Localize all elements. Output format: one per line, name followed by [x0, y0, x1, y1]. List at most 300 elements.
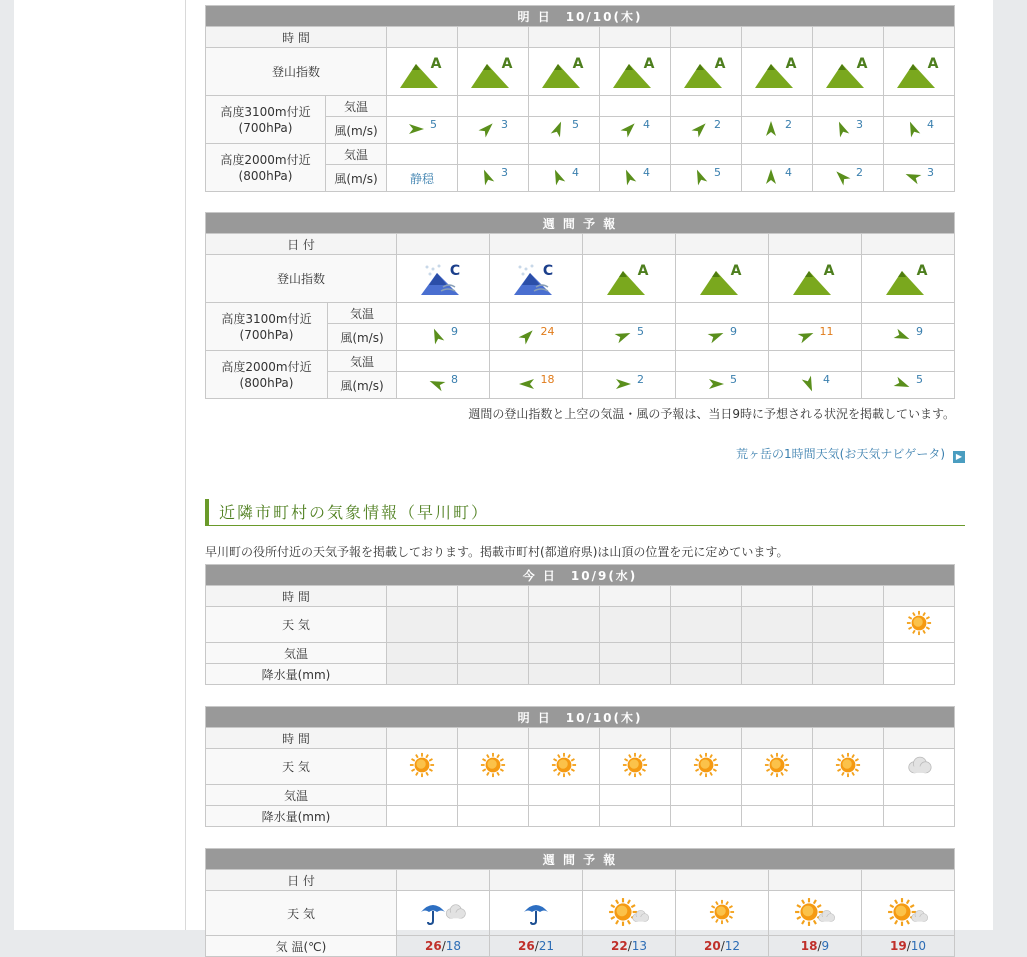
temp-min: 21: [538, 939, 555, 953]
temp-cell: [862, 351, 955, 372]
wind-speed: 2: [714, 118, 721, 131]
arrow-right-icon[interactable]: ▶: [953, 451, 965, 463]
weather-cell: [490, 891, 583, 936]
cloud-icon: [816, 909, 836, 923]
wind-cell: [397, 324, 490, 351]
wind-cell: [769, 324, 862, 351]
temp-cell: [813, 144, 884, 165]
wind-cell: [676, 324, 769, 351]
temp-cell: [671, 96, 742, 117]
date-header: 日 付: [206, 234, 397, 255]
cloud-icon: [630, 909, 650, 923]
time-cell: [813, 728, 884, 749]
wind-arrow-icon: [518, 375, 536, 393]
time-cell: [742, 27, 813, 48]
weather-icon-sun: [409, 752, 435, 778]
wind-speed: 3: [927, 166, 934, 179]
cloud-icon: [443, 903, 467, 920]
climb-index-cell: [397, 255, 490, 303]
time-cell: [529, 728, 600, 749]
wind-speed: 18: [540, 373, 555, 386]
wind-cell: [387, 117, 458, 144]
date-cell: [862, 234, 955, 255]
temp-cell: [862, 303, 955, 324]
wind-indicator: [833, 168, 863, 186]
wind-indicator: [762, 120, 792, 138]
date-cell: [397, 870, 490, 891]
date-cell: [583, 870, 676, 891]
date-cell: [676, 234, 769, 255]
date-cell: [583, 234, 676, 255]
weather-cell: [387, 607, 458, 643]
wind-speed: 5: [430, 118, 437, 131]
temp-cell: [742, 96, 813, 117]
temp-cell: [676, 351, 769, 372]
wind-cell: [600, 165, 671, 192]
climb-index-cell: [742, 48, 813, 96]
wind-arrow-icon: [614, 327, 632, 345]
climb-index-cell: [583, 255, 676, 303]
weather-icon-sun: [622, 752, 648, 778]
wind-indicator: [620, 120, 650, 138]
wind-cell: [583, 324, 676, 351]
temp-cell: [884, 144, 955, 165]
town-weekly-table: [205, 848, 955, 957]
temp-max: 18: [800, 939, 818, 953]
wind-arrow-icon: [549, 168, 567, 186]
wind-indicator: [478, 168, 508, 186]
table-title: 今 日 10/9(水): [206, 565, 955, 586]
wind-indicator: [904, 120, 934, 138]
weather-icon-sun-cloud: [794, 897, 836, 927]
climb-index-cell: [813, 48, 884, 96]
wind-cell: [862, 372, 955, 399]
sun-icon: [622, 752, 648, 778]
altitude-3100-label: [206, 96, 326, 144]
wind-arrow-icon: [762, 120, 780, 138]
altitude-3100-label: [206, 303, 328, 351]
wind-speed: 4: [927, 118, 934, 131]
wind-speed: 3: [501, 118, 508, 131]
temp-cell: [583, 351, 676, 372]
temp-cell: [884, 643, 955, 664]
temp-sep: /: [627, 939, 632, 953]
temp-cell: [397, 351, 490, 372]
wind-arrow-icon: [833, 120, 851, 138]
weather-cell: [600, 749, 671, 785]
wind-speed: 5: [637, 325, 644, 338]
svg-text:A: A: [785, 55, 797, 72]
altitude-name: 高度3100m付近: [221, 311, 312, 326]
svg-text:A: A: [430, 55, 442, 72]
climb-index-cell: [769, 255, 862, 303]
temp-max: 19: [890, 939, 907, 953]
svg-text:C: C: [449, 262, 461, 279]
time-cell: [529, 27, 600, 48]
temp-min: 10: [910, 939, 927, 953]
wind-arrow-icon: [800, 375, 818, 393]
climb-index-cell: [458, 48, 529, 96]
wind-indicator: [893, 375, 923, 393]
pressure-level: (700hPa): [238, 120, 293, 135]
weather-cell: [884, 749, 955, 785]
cloud-icon: [905, 755, 933, 775]
temp-cell: [600, 785, 671, 806]
temp-sep: /: [534, 939, 539, 953]
temp-cell: [458, 144, 529, 165]
temp-max: 26: [424, 939, 442, 953]
temp-cell: [813, 643, 884, 664]
time-cell: [742, 586, 813, 607]
wind-indicator: [707, 327, 737, 345]
precip-cell: [742, 664, 813, 685]
precip-cell: [671, 664, 742, 685]
time-cell: [884, 586, 955, 607]
time-cell: [671, 27, 742, 48]
temp-cell: [769, 303, 862, 324]
wind-arrow-icon: [904, 168, 922, 186]
wind-indicator: [893, 327, 923, 345]
temp-cell: [397, 303, 490, 324]
wind-speed: 4: [823, 373, 830, 386]
sun-icon: [709, 899, 735, 925]
mountain-a-icon: [884, 261, 932, 297]
precip-cell: [884, 664, 955, 685]
wind-label: 風(m/s): [326, 165, 387, 192]
precip-cell: [600, 806, 671, 827]
wind-speed: 11: [819, 325, 834, 338]
date-cell: [769, 234, 862, 255]
wind-arrow-icon: [904, 120, 922, 138]
climb-index-cell: [884, 48, 955, 96]
weather-icon-sun: [480, 752, 506, 778]
temp-max: 22: [610, 939, 628, 953]
sun-icon: [906, 610, 932, 636]
altitude-name: 高度3100m付近: [220, 104, 311, 119]
mountain-a-icon: [753, 54, 801, 90]
temp-max: 20: [703, 939, 721, 953]
sun-icon: [693, 752, 719, 778]
wind-cell: [671, 165, 742, 192]
precip-cell: [671, 806, 742, 827]
climb-index-cell: [387, 48, 458, 96]
svg-text:A: A: [572, 55, 584, 72]
time-cell: [458, 27, 529, 48]
climb-index-cell: [671, 48, 742, 96]
weather-cell: [529, 607, 600, 643]
table-title: 明 日 10/10(木): [206, 6, 955, 27]
mountain-a-icon: [469, 54, 517, 90]
wind-arrow-icon: [407, 120, 425, 138]
altitude-2000-label: [206, 144, 326, 192]
temp-cell: [387, 785, 458, 806]
wind-arrow-icon: [478, 120, 496, 138]
town-today-table: [205, 564, 955, 685]
temp-min: 18: [445, 939, 462, 953]
wind-arrow-icon: [893, 375, 911, 393]
weather-cell: [862, 891, 955, 936]
wind-indicator: [833, 120, 863, 138]
column-divider: [185, 0, 186, 930]
temp-cell: [769, 351, 862, 372]
wind-cell: [884, 165, 955, 192]
temp-cell: [742, 785, 813, 806]
time-cell: [600, 728, 671, 749]
wind-cell: [884, 117, 955, 144]
temp-cell: [671, 643, 742, 664]
wind-cell: [490, 324, 583, 351]
wind-speed: 2: [856, 166, 863, 179]
temp-min: 12: [724, 939, 741, 953]
table-title: 週 間 予 報: [206, 213, 955, 234]
wind-speed: 5: [714, 166, 721, 179]
wind-cell: [676, 372, 769, 399]
climb-index-cell: [490, 255, 583, 303]
wind-speed: 4: [572, 166, 579, 179]
mountain-snow-c-icon: [512, 261, 560, 297]
weather-cell: [813, 607, 884, 643]
weather-cell: [529, 749, 600, 785]
altitude-name: 高度2000m付近: [221, 359, 312, 374]
time-cell: [387, 27, 458, 48]
wind-speed: 3: [856, 118, 863, 131]
temp-cell: [529, 96, 600, 117]
temp-range-cell: [490, 936, 583, 957]
temp-cell: [884, 96, 955, 117]
weather-cell: [397, 891, 490, 936]
mountain-a-icon: [611, 54, 659, 90]
weather-icon-sun: [764, 752, 790, 778]
temp-cell: [742, 643, 813, 664]
weather-icon-sun: [835, 752, 861, 778]
wind-speed: 3: [501, 166, 508, 179]
wind-arrow-icon: [549, 120, 567, 138]
pressure-level: (800hPa): [238, 168, 293, 183]
wind-indicator: [407, 120, 437, 138]
weather-icon-sun-cloud: [887, 897, 929, 927]
altitude-2000-label: [206, 351, 328, 399]
weather-icon-umbrella-cloud: [419, 898, 467, 926]
time-cell: [529, 586, 600, 607]
weather-cell: [387, 749, 458, 785]
wind-indicator: [614, 375, 644, 393]
wind-indicator: [549, 168, 579, 186]
wind-arrow-icon: [707, 375, 725, 393]
wind-arrow-icon: [620, 120, 638, 138]
wind-cell: [600, 117, 671, 144]
weekly-note: 週間の登山指数と上空の気温・風の予報は、当日9時に予想される状況を掲載しています。: [468, 407, 955, 421]
sun-icon: [480, 752, 506, 778]
umbrella-icon: [522, 898, 550, 926]
wind-indicator: [691, 168, 721, 186]
temp-label: 気温: [328, 303, 397, 324]
svg-text:A: A: [501, 55, 513, 72]
main-content: [205, 0, 965, 957]
wind-speed: 2: [785, 118, 792, 131]
svg-text:A: A: [714, 55, 726, 72]
temp-sep: /: [906, 939, 911, 953]
time-cell: [387, 728, 458, 749]
precip-cell: [387, 664, 458, 685]
wind-arrow-icon: [428, 375, 446, 393]
temp-range-cell: [397, 936, 490, 957]
climb-index-cell: [676, 255, 769, 303]
wind-cell: [742, 117, 813, 144]
climb-index-cell: [862, 255, 955, 303]
wind-arrow-icon: [893, 327, 911, 345]
wind-speed: 5: [730, 373, 737, 386]
temp-cell: [813, 96, 884, 117]
temp-cell: [671, 785, 742, 806]
wind-arrow-icon: [833, 168, 851, 186]
altitude-name: 高度2000m付近: [220, 152, 311, 167]
wind-cell: [387, 165, 458, 192]
wind-indicator: [518, 327, 555, 345]
mountain-tomorrow-table: [205, 5, 955, 192]
weather-cell: [884, 607, 955, 643]
mountain-a-icon: [895, 54, 943, 90]
pressure-level: (800hPa): [239, 375, 294, 390]
date-cell: [490, 870, 583, 891]
weather-cell: [813, 749, 884, 785]
time-cell: [671, 728, 742, 749]
wind-cell: [671, 117, 742, 144]
wind-indicator: [478, 120, 508, 138]
temp-sep: /: [441, 939, 446, 953]
wind-indicator: [707, 375, 737, 393]
weather-cell: [671, 607, 742, 643]
climb-index-cell: [529, 48, 600, 96]
mountain-a-icon: [398, 54, 446, 90]
wind-cell: [490, 372, 583, 399]
table-title: 週 間 予 報: [206, 849, 955, 870]
wind-speed: 9: [730, 325, 737, 338]
temp-label: 気温: [206, 785, 387, 806]
weather-icon-sun: [693, 752, 719, 778]
temp-cell: [529, 643, 600, 664]
wind-cell: [458, 117, 529, 144]
hourly-weather-link[interactable]: [205, 445, 965, 463]
wind-speed: 5: [916, 373, 924, 386]
temp-label: 気温: [206, 643, 387, 664]
wind-cell: [813, 117, 884, 144]
precip-cell: [600, 664, 671, 685]
wind-arrow-icon: [614, 375, 632, 393]
temp-label: 気温: [326, 144, 387, 165]
temp-label: 気温: [328, 351, 397, 372]
wind-cell: [769, 372, 862, 399]
index-label: 登山指数: [206, 255, 397, 303]
weather-cell: [769, 891, 862, 936]
svg-text:A: A: [927, 55, 939, 72]
time-cell: [600, 27, 671, 48]
index-label: 登山指数: [206, 48, 387, 96]
wind-indicator: [428, 327, 458, 345]
wind-indicator: [428, 375, 458, 393]
wind-indicator: [620, 168, 650, 186]
wind-cell: [529, 165, 600, 192]
weather-icon-umbrella: [522, 898, 550, 926]
temp-cell: [458, 643, 529, 664]
weather-cell: [458, 607, 529, 643]
time-cell: [813, 27, 884, 48]
temp-label: 気温: [326, 96, 387, 117]
weather-icon-sun: [551, 752, 577, 778]
weather-cell: [600, 607, 671, 643]
precip-cell: [458, 664, 529, 685]
wind-cell: [397, 372, 490, 399]
wind-arrow-icon: [762, 168, 780, 186]
time-cell: [813, 586, 884, 607]
wind-cell: [529, 117, 600, 144]
wind-indicator: [614, 327, 644, 345]
link-text[interactable]: 荒ヶ岳の1時間天気(お天気ナビゲータ): [736, 447, 945, 461]
weather-label: 天 気: [206, 607, 387, 643]
wind-cell: [813, 165, 884, 192]
sun-icon: [835, 752, 861, 778]
weather-icon-sun: [906, 610, 932, 636]
wind-indicator: [797, 327, 834, 345]
temp-cell: [742, 144, 813, 165]
weather-cell: [676, 891, 769, 936]
svg-text:C: C: [542, 262, 554, 279]
wind-label: 風(m/s): [328, 372, 397, 399]
weather-cell: [742, 607, 813, 643]
time-header: 時 間: [206, 728, 387, 749]
svg-text:A: A: [637, 262, 649, 279]
temp-cell: [676, 303, 769, 324]
time-cell: [458, 728, 529, 749]
precip-cell: [813, 664, 884, 685]
time-header: 時 間: [206, 586, 387, 607]
svg-text:A: A: [823, 262, 835, 279]
svg-text:A: A: [856, 55, 868, 72]
wind-arrow-icon: [478, 168, 496, 186]
precip-cell: [529, 664, 600, 685]
svg-text:A: A: [643, 55, 655, 72]
mountain-a-icon: [682, 54, 730, 90]
date-cell: [862, 870, 955, 891]
time-cell: [387, 586, 458, 607]
svg-text:A: A: [730, 262, 742, 279]
weather-cell: [742, 749, 813, 785]
weather-icon-sun: [709, 899, 735, 925]
wind-cell: [458, 165, 529, 192]
precip-label: 降水量(mm): [206, 664, 387, 685]
svg-text:A: A: [916, 262, 928, 279]
mountain-a-icon: [605, 261, 653, 297]
wind-arrow-icon: [518, 327, 536, 345]
temp-sep: /: [720, 939, 725, 953]
pressure-level: (700hPa): [239, 327, 294, 342]
temp-max: 26: [517, 939, 535, 953]
mountain-a-icon: [791, 261, 839, 297]
temp-cell: [387, 643, 458, 664]
date-cell: [397, 234, 490, 255]
section-heading: 近隣市町村の気象情報（早川町）: [205, 499, 965, 526]
wind-speed: 4: [643, 166, 650, 179]
wind-arrow-icon: [428, 327, 446, 345]
mountain-a-icon: [698, 261, 746, 297]
wind-indicator: [549, 120, 579, 138]
mountain-a-icon: [540, 54, 588, 90]
cloud-icon: [909, 909, 929, 923]
weather-icon-sun-cloud: [608, 897, 650, 927]
town-tomorrow-table: [205, 706, 955, 827]
temp-cell: [583, 303, 676, 324]
date-header: 日 付: [206, 870, 397, 891]
precip-cell: [884, 806, 955, 827]
